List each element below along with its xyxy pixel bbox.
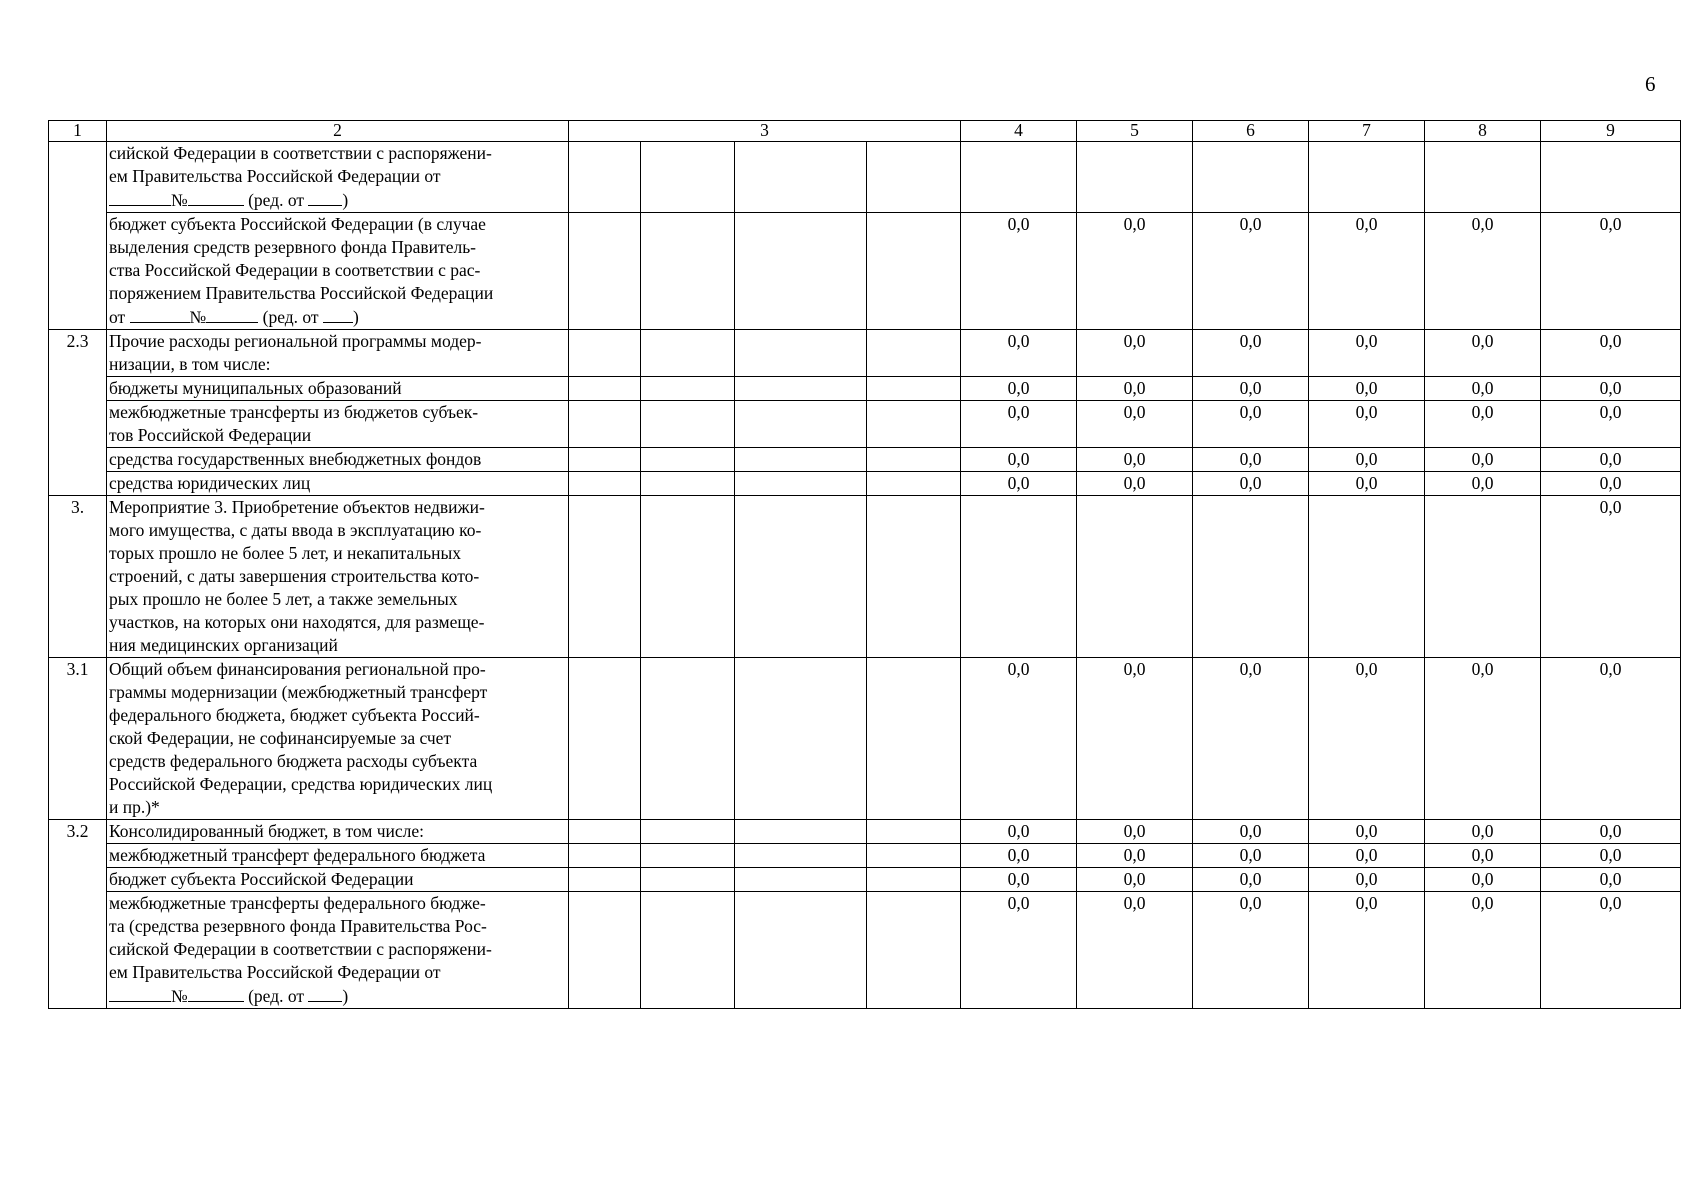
table-row: [49, 844, 1681, 868]
col3-subcell: [867, 377, 961, 401]
col3-subcell: [735, 401, 867, 448]
description-line: бюджет субъекта Российской Федерации (в случае: [109, 214, 486, 234]
value-col-9: 0,0: [1541, 213, 1681, 330]
description-line: рых прошло не более 5 лет, а также земельных: [109, 589, 458, 609]
col3-subcell: [641, 213, 735, 330]
description-line: Мероприятие 3. Приобретение объектов недвижи-: [109, 497, 485, 517]
value-col-6: 0,0: [1193, 892, 1309, 1009]
value-col-6: [1193, 142, 1309, 213]
value-col-9: 0,0: [1541, 330, 1681, 377]
description-line: Российской Федерации, средства юридических лиц: [109, 774, 493, 794]
value-col-7: [1309, 142, 1425, 213]
col3-subcell: [569, 868, 641, 892]
col3-subcell: [641, 401, 735, 448]
col3-subcell: [867, 401, 961, 448]
description-line: № (ред. от ): [109, 188, 566, 212]
description-line: средства юридических лиц: [109, 473, 311, 493]
value-col-6: 0,0: [1193, 472, 1309, 496]
value-col-7: 0,0: [1309, 820, 1425, 844]
description-line: ем Правительства Российской Федерации от: [109, 166, 441, 186]
value-col-7: 0,0: [1309, 330, 1425, 377]
value-col-4: 0,0: [961, 330, 1077, 377]
value-col-6: [1193, 496, 1309, 658]
value-col-8: 0,0: [1425, 868, 1541, 892]
col3-subcell: [569, 401, 641, 448]
value-col-8: 0,0: [1425, 401, 1541, 448]
value-col-4: 0,0: [961, 401, 1077, 448]
row-description: [107, 401, 569, 448]
col3-subcell: [735, 472, 867, 496]
col3-subcell: [569, 377, 641, 401]
row-description: [107, 868, 569, 892]
description-line: торых прошло не более 5 лет, и некапитальных: [109, 543, 462, 563]
header-col-1: 1: [49, 121, 107, 142]
description-line: межбюджетные трансферты федерального бюдже-: [109, 893, 486, 913]
col3-subcell: [641, 496, 735, 658]
row-number: 2.3: [49, 330, 107, 496]
col3-subcell: [735, 142, 867, 213]
header-col-5: 5: [1077, 121, 1193, 142]
col3-subcell: [641, 472, 735, 496]
col3-subcell: [735, 213, 867, 330]
description-line: № (ред. от ): [109, 984, 566, 1008]
table-row: [49, 448, 1681, 472]
value-col-7: 0,0: [1309, 892, 1425, 1009]
value-col-9: 0,0: [1541, 448, 1681, 472]
value-col-6: 0,0: [1193, 377, 1309, 401]
value-col-6: 0,0: [1193, 658, 1309, 820]
col3-subcell: [569, 658, 641, 820]
col3-subcell: [569, 892, 641, 1009]
table-row: [49, 213, 1681, 330]
value-col-5: 0,0: [1077, 658, 1193, 820]
col3-subcell: [641, 448, 735, 472]
table-row: [49, 142, 1681, 213]
page-number: 6: [1645, 72, 1656, 96]
row-number: 3.1: [49, 658, 107, 820]
value-col-5: 0,0: [1077, 448, 1193, 472]
value-col-7: 0,0: [1309, 401, 1425, 448]
value-col-4: 0,0: [961, 820, 1077, 844]
value-col-5: [1077, 496, 1193, 658]
value-col-9: 0,0: [1541, 820, 1681, 844]
value-col-7: 0,0: [1309, 213, 1425, 330]
value-col-8: [1425, 496, 1541, 658]
row-description: [107, 892, 569, 1009]
col3-subcell: [641, 330, 735, 377]
row-description: [107, 377, 569, 401]
value-col-5: 0,0: [1077, 472, 1193, 496]
header-col-8: 8: [1425, 121, 1541, 142]
value-col-8: [1425, 142, 1541, 213]
description-line: средства государственных внебюджетных фондов: [109, 449, 482, 469]
description-line: бюджет субъекта Российской Федерации: [109, 869, 414, 889]
value-col-8: 0,0: [1425, 892, 1541, 1009]
value-col-9: 0,0: [1541, 401, 1681, 448]
value-col-4: 0,0: [961, 868, 1077, 892]
value-col-8: 0,0: [1425, 330, 1541, 377]
row-number: [49, 142, 107, 330]
value-col-8: 0,0: [1425, 820, 1541, 844]
col3-subcell: [735, 496, 867, 658]
value-col-9: 0,0: [1541, 844, 1681, 868]
description-line: тов Российской Федерации: [109, 425, 312, 445]
row-description: [107, 820, 569, 844]
col3-subcell: [569, 472, 641, 496]
value-col-4: 0,0: [961, 377, 1077, 401]
value-col-9: 0,0: [1541, 658, 1681, 820]
row-description: [107, 658, 569, 820]
value-col-7: 0,0: [1309, 658, 1425, 820]
value-col-8: 0,0: [1425, 377, 1541, 401]
col3-subcell: [569, 844, 641, 868]
value-col-9: 0,0: [1541, 868, 1681, 892]
value-col-4: [961, 496, 1077, 658]
header-row: [49, 121, 1681, 142]
description-line: средств федерального бюджета расходы субъекта: [109, 751, 478, 771]
col3-subcell: [867, 472, 961, 496]
value-col-7: 0,0: [1309, 472, 1425, 496]
value-col-5: 0,0: [1077, 330, 1193, 377]
value-col-9: 0,0: [1541, 892, 1681, 1009]
table-row: [49, 377, 1681, 401]
value-col-5: [1077, 142, 1193, 213]
financing-table: [48, 120, 1681, 1009]
header-col-2: 2: [107, 121, 569, 142]
col3-subcell: [641, 868, 735, 892]
col3-subcell: [735, 377, 867, 401]
value-col-8: 0,0: [1425, 448, 1541, 472]
value-col-8: 0,0: [1425, 472, 1541, 496]
description-line: ской Федерации, не софинансируемые за счет: [109, 728, 452, 748]
row-description: [107, 844, 569, 868]
col3-subcell: [569, 330, 641, 377]
value-col-4: 0,0: [961, 213, 1077, 330]
col3-subcell: [641, 658, 735, 820]
description-line: строений, с даты завершения строительства кото-: [109, 566, 480, 586]
value-col-6: 0,0: [1193, 330, 1309, 377]
table-row: [49, 892, 1681, 1009]
col3-subcell: [867, 868, 961, 892]
value-col-5: 0,0: [1077, 377, 1193, 401]
description-line: ния медицинских организаций: [109, 635, 338, 655]
value-col-4: 0,0: [961, 892, 1077, 1009]
row-description: [107, 496, 569, 658]
description-line: межбюджетные трансферты из бюджетов субъек-: [109, 402, 479, 422]
value-col-5: 0,0: [1077, 213, 1193, 330]
col3-subcell: [569, 142, 641, 213]
description-line: сийской Федерации в соответствии с распоряжени-: [109, 143, 492, 163]
table-row: [49, 401, 1681, 448]
value-col-7: 0,0: [1309, 844, 1425, 868]
col3-subcell: [867, 658, 961, 820]
description-line: участков, на которых они находятся, для размеще-: [109, 612, 485, 632]
value-col-5: 0,0: [1077, 844, 1193, 868]
value-col-9: 0,0: [1541, 377, 1681, 401]
col3-subcell: [641, 892, 735, 1009]
col3-subcell: [867, 448, 961, 472]
value-col-6: 0,0: [1193, 213, 1309, 330]
col3-subcell: [867, 330, 961, 377]
description-line: выделения средств резервного фонда Правитель-: [109, 237, 477, 257]
table-row: [49, 472, 1681, 496]
row-number: 3.: [49, 496, 107, 658]
col3-subcell: [735, 844, 867, 868]
col3-subcell: [867, 496, 961, 658]
row-description: [107, 448, 569, 472]
description-line: федерального бюджета, бюджет субъекта Россий-: [109, 705, 480, 725]
col3-subcell: [867, 213, 961, 330]
value-col-8: 0,0: [1425, 658, 1541, 820]
value-col-5: 0,0: [1077, 892, 1193, 1009]
description-line: ства Российской Федерации в соответствии с рас-: [109, 260, 481, 280]
col3-subcell: [735, 448, 867, 472]
description-line: Прочие расходы региональной программы модер-: [109, 331, 482, 351]
value-col-9: 0,0: [1541, 472, 1681, 496]
description-line: и пр.)*: [109, 797, 160, 817]
description-line: бюджеты муниципальных образований: [109, 378, 402, 398]
value-col-8: 0,0: [1425, 213, 1541, 330]
col3-subcell: [641, 142, 735, 213]
table-row: [49, 868, 1681, 892]
col3-subcell: [735, 820, 867, 844]
table-row: [49, 658, 1681, 820]
table-row: [49, 496, 1681, 658]
value-col-8: 0,0: [1425, 844, 1541, 868]
value-col-5: 0,0: [1077, 820, 1193, 844]
col3-subcell: [569, 496, 641, 658]
table-row: [49, 330, 1681, 377]
value-col-4: [961, 142, 1077, 213]
table-row: [49, 820, 1681, 844]
description-line: низации, в том числе:: [109, 354, 271, 374]
value-col-9: 0,0: [1541, 496, 1681, 658]
header-col-9: 9: [1541, 121, 1681, 142]
header-col-6: 6: [1193, 121, 1309, 142]
row-description: [107, 142, 569, 213]
value-col-7: 0,0: [1309, 377, 1425, 401]
col3-subcell: [867, 844, 961, 868]
value-col-7: 0,0: [1309, 868, 1425, 892]
col3-subcell: [569, 213, 641, 330]
col3-subcell: [735, 868, 867, 892]
description-line: от № (ред. от ): [109, 307, 359, 327]
value-col-5: 0,0: [1077, 868, 1193, 892]
row-description: [107, 472, 569, 496]
col3-subcell: [867, 892, 961, 1009]
value-col-9: [1541, 142, 1681, 213]
value-col-4: 0,0: [961, 448, 1077, 472]
description-line: граммы модернизации (межбюджетный трансферт: [109, 682, 488, 702]
row-number: 3.2: [49, 820, 107, 1009]
header-col-4: 4: [961, 121, 1077, 142]
description-line: сийской Федерации в соответствии с распоряжени-: [109, 939, 492, 959]
row-description: [107, 213, 569, 330]
header-col-7: 7: [1309, 121, 1425, 142]
value-col-6: 0,0: [1193, 844, 1309, 868]
value-col-4: 0,0: [961, 658, 1077, 820]
description-line: мого имущества, с даты ввода в эксплуатацию ко-: [109, 520, 482, 540]
col3-subcell: [569, 448, 641, 472]
col3-subcell: [735, 658, 867, 820]
description-line: межбюджетный трансферт федерального бюджета: [109, 845, 486, 865]
description-line: ем Правительства Российской Федерации от: [109, 962, 441, 982]
description-line: Консолидированный бюджет, в том числе:: [109, 821, 425, 841]
value-col-6: 0,0: [1193, 820, 1309, 844]
value-col-6: 0,0: [1193, 868, 1309, 892]
description-line: поряжением Правительства Российской Федерации: [109, 283, 494, 303]
col3-subcell: [735, 330, 867, 377]
value-col-6: 0,0: [1193, 401, 1309, 448]
row-description: [107, 330, 569, 377]
value-col-5: 0,0: [1077, 401, 1193, 448]
col3-subcell: [867, 820, 961, 844]
value-col-4: 0,0: [961, 844, 1077, 868]
col3-subcell: [867, 142, 961, 213]
col3-subcell: [641, 820, 735, 844]
col3-subcell: [641, 377, 735, 401]
value-col-7: 0,0: [1309, 448, 1425, 472]
col3-subcell: [641, 844, 735, 868]
description-line: та (средства резервного фонда Правительства Рос-: [109, 916, 487, 936]
description-line: Общий объем финансирования региональной про-: [109, 659, 486, 679]
value-col-7: [1309, 496, 1425, 658]
col3-subcell: [569, 820, 641, 844]
col3-subcell: [735, 892, 867, 1009]
header-col-3: 3: [569, 121, 961, 142]
value-col-6: 0,0: [1193, 448, 1309, 472]
value-col-4: 0,0: [961, 472, 1077, 496]
